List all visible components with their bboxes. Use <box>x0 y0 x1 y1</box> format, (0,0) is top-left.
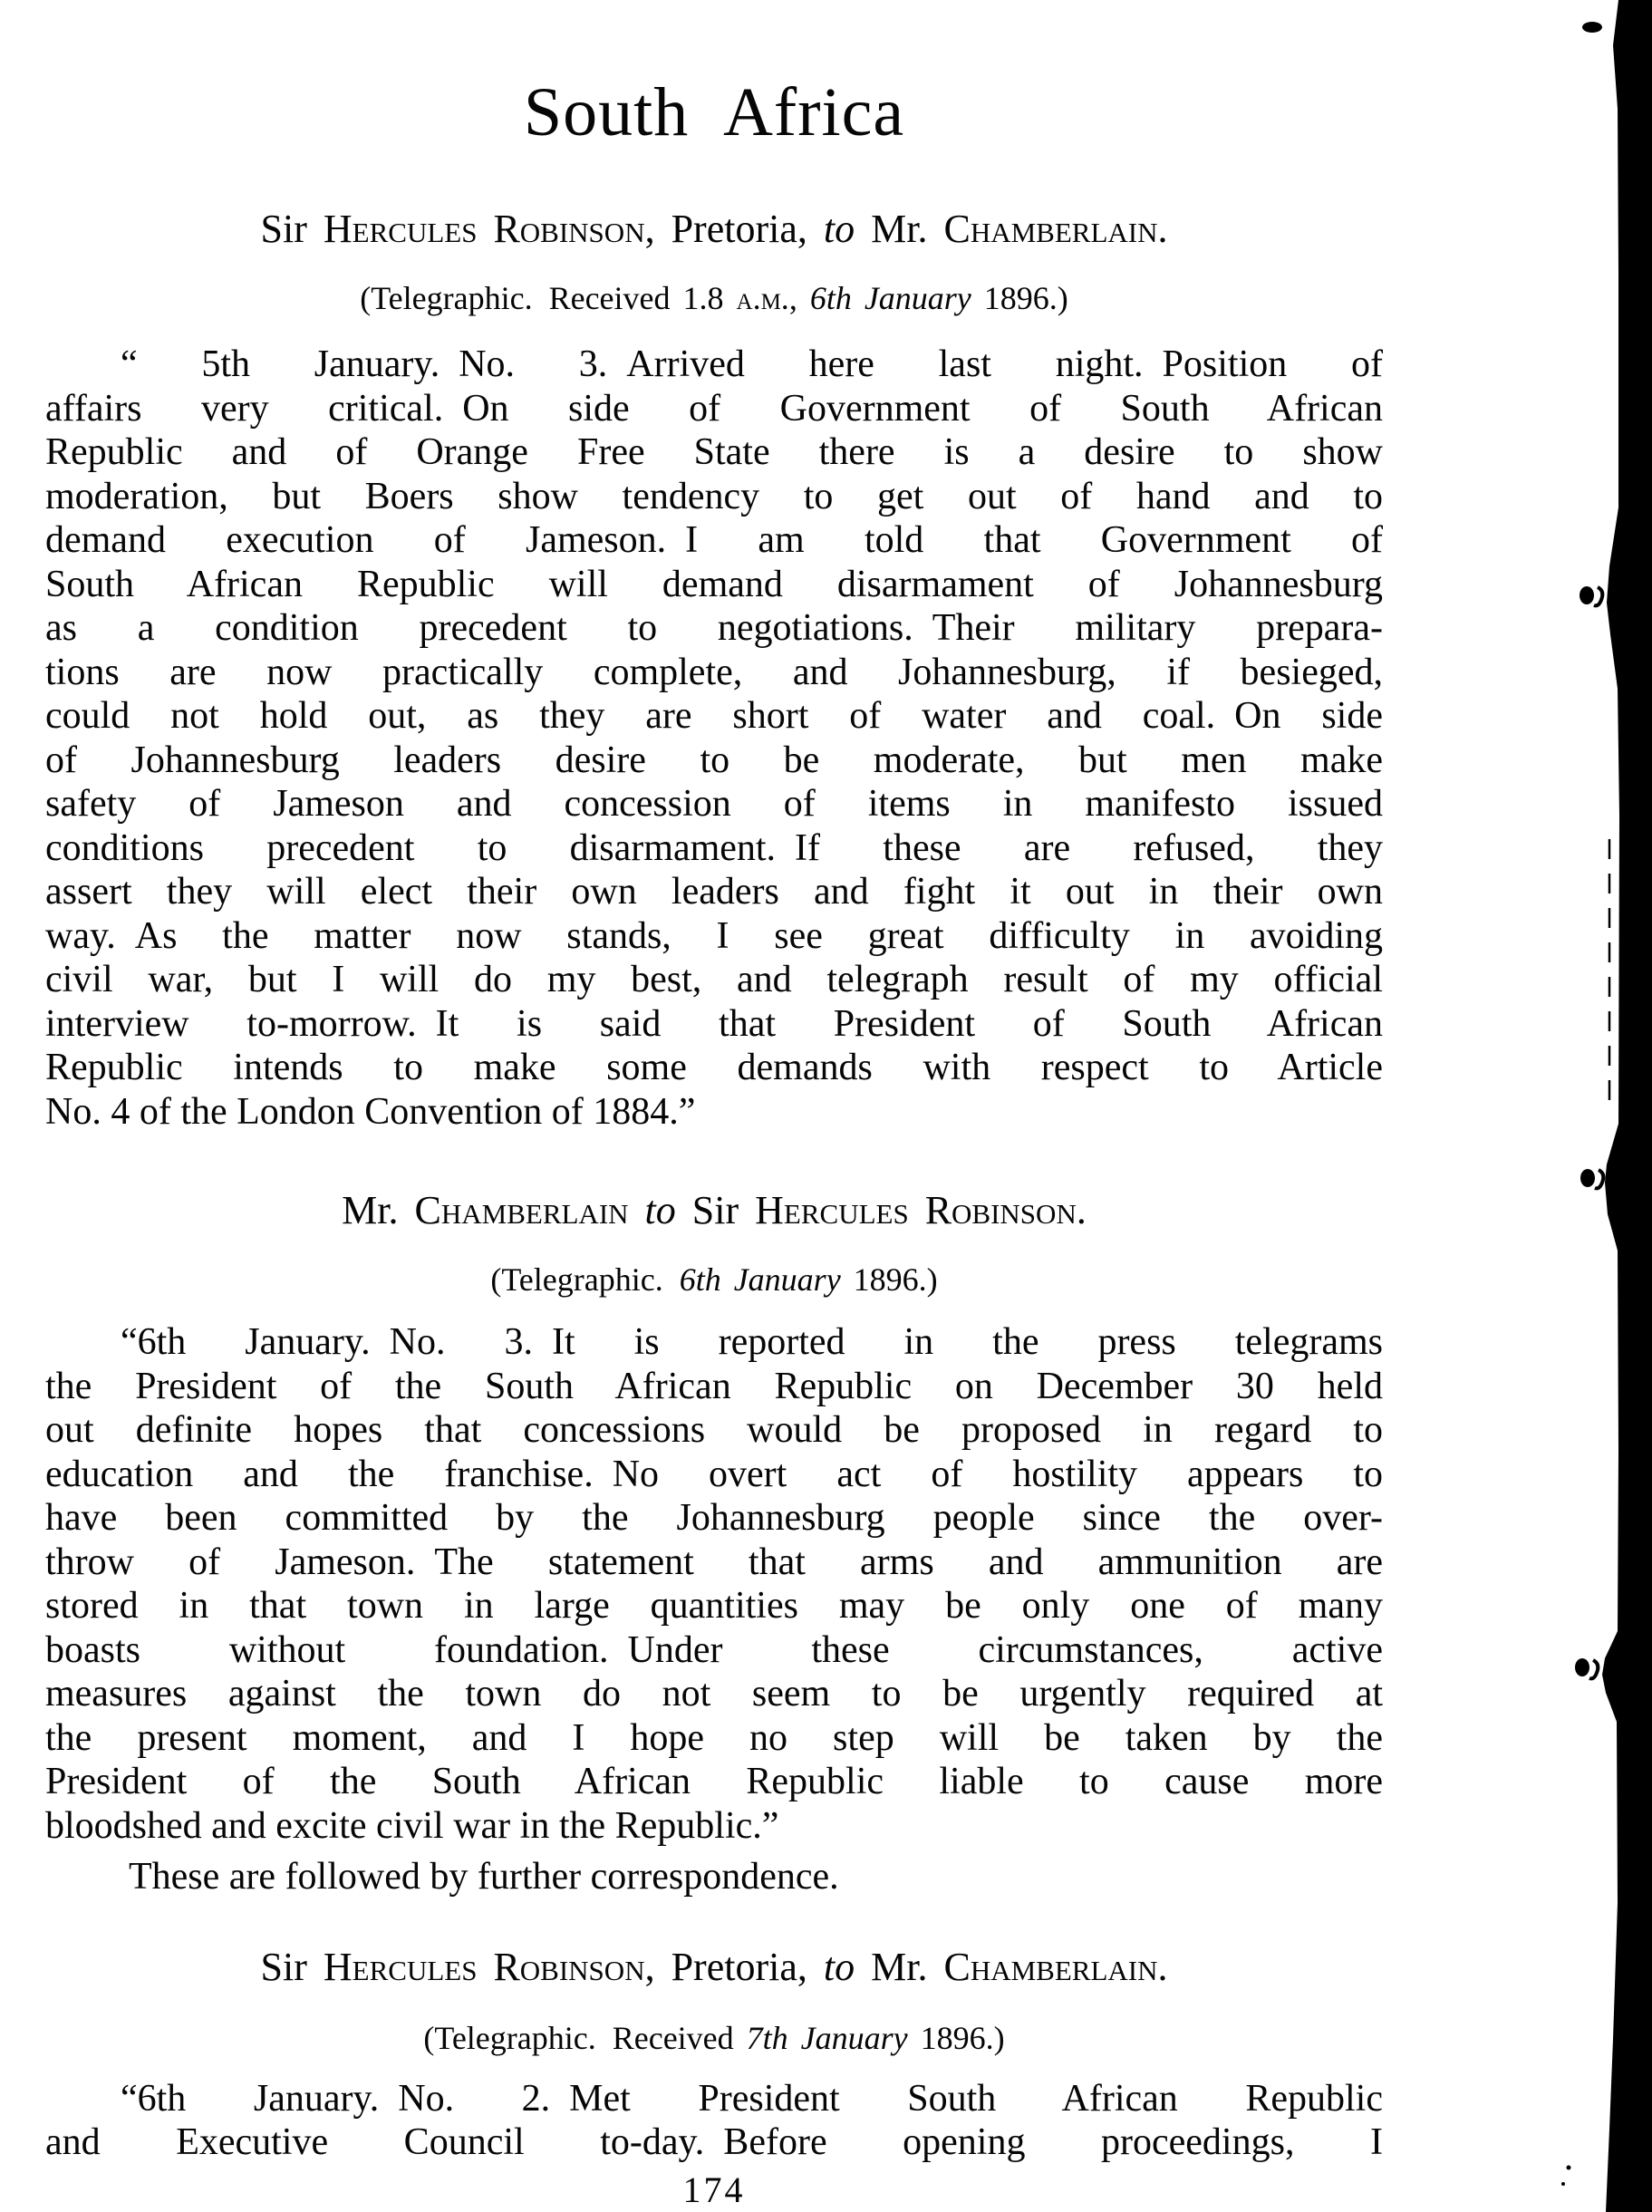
text-segment: Chamberlain <box>943 207 1158 251</box>
text-line: way. As the matter now stands, I see great difficulty in avoiding <box>45 914 1383 957</box>
text-segment: Hercules Robinson <box>323 1944 645 1989</box>
text-segment: to <box>644 1188 676 1232</box>
text-line: could not hold out, as they are short of water and coal. On side <box>45 695 1383 737</box>
ink-speck <box>1567 2166 1571 2170</box>
text-segment: Mr. <box>855 1944 944 1989</box>
text-line: out definite hopes that concessions would be proposed in regard to <box>45 1409 1383 1451</box>
text-segment: Sir <box>260 1944 324 1989</box>
text-segment: (Telegraphic. <box>490 1261 680 1298</box>
text-segment: 1896.) <box>971 280 1068 316</box>
telegram-section-1 <box>45 205 1383 1134</box>
text-segment: Hercules Robinson <box>323 207 645 251</box>
text-line: interview to-morrow. It is said that President of South African <box>45 1002 1383 1045</box>
telegram-dateline <box>45 277 1383 319</box>
text-segment: (Telegraphic. Received 1.8 <box>360 280 737 316</box>
text-line: bloodshed and excite civil war in the Republic.” <box>45 1804 779 1847</box>
page-number: 174 <box>682 2169 746 2210</box>
text-segment: . <box>1157 1944 1168 1989</box>
text-line: demand execution of Jameson. I am told that Government of <box>45 519 1383 561</box>
text-segment <box>629 1188 645 1232</box>
text-segment: 6th January <box>679 1261 841 1298</box>
telegram-body <box>45 1320 1383 1848</box>
text-segment: Sir <box>675 1188 756 1232</box>
text-segment: Sir <box>260 207 324 251</box>
text-segment: 7th January <box>746 2019 908 2056</box>
telegram-dateline <box>45 1259 1383 1300</box>
text-line: the present moment, and I hope no step will be taken by the <box>45 1716 1383 1759</box>
text-segment: Chamberlain <box>943 1944 1158 1989</box>
text-line: the President of the South African Republic on December 30 held <box>45 1365 1383 1407</box>
text-line: stored in that town in large quantities may be only one of many <box>45 1585 1383 1627</box>
text-segment: Mr. <box>342 1188 415 1232</box>
text-segment: (Telegraphic. Received <box>423 2019 747 2056</box>
text-line: moderation, but Boers show tendency to get out of hand and to <box>45 475 1383 517</box>
text-line: boasts without foundation. Under these circumstances, active <box>45 1628 1383 1671</box>
text-segment: , Pretoria, <box>644 1944 824 1989</box>
text-line: South African Republic will demand disarmament of Johannesburg <box>45 563 1383 605</box>
text-line: “6th January. No. 2. Met President South African Republic <box>121 2077 1383 2120</box>
text-line: Republic and of Orange Free State there is a desire to show <box>45 431 1383 473</box>
text-line: throw of Jameson. The statement that arms and ammunition are <box>45 1541 1383 1583</box>
text-segment: 6th January <box>809 280 971 316</box>
text-segment: . <box>1076 1188 1087 1232</box>
ink-speck <box>1595 1170 1603 1188</box>
text-line: have been committed by the Johannesburg people since the over- <box>45 1497 1383 1539</box>
editorial-note: These are followed by further correspondence. <box>129 1856 839 1898</box>
text-line: of Johannesburg leaders desire to be moderate, but men make <box>45 739 1383 781</box>
text-segment: , <box>788 280 810 316</box>
telegram-body <box>45 343 1383 1134</box>
text-line: conditions precedent to disarmament. If these are refused, they <box>45 826 1383 869</box>
text-line: tions are now practically complete, and Johannesburg, if besieged, <box>45 651 1383 693</box>
page-column <box>45 0 1383 2210</box>
text-line: safety of Jameson and concession of items in manifesto issued <box>45 783 1383 825</box>
text-segment: Mr. <box>855 207 944 251</box>
telegram-heading <box>45 1186 1383 1235</box>
telegram-section-2 <box>45 1186 1383 1848</box>
ink-speck <box>1589 1660 1598 1678</box>
text-line: assert they will elect their own leaders and fight it out in their own <box>45 871 1383 913</box>
page-title: South Africa <box>523 74 905 150</box>
telegram-heading <box>45 205 1383 254</box>
ink-speck <box>1594 587 1602 605</box>
text-segment: . <box>1157 207 1168 251</box>
ink-speck <box>1580 586 1594 604</box>
text-segment: , Pretoria, <box>644 207 824 251</box>
text-line: Republic intends to make some demands with respect to Article <box>45 1047 1383 1088</box>
telegram-body <box>45 2077 1383 2165</box>
text-line: No. 4 of the London Convention of 1884.” <box>45 1090 696 1133</box>
text-line: “6th January. No. 3. It is reported in the press telegrams <box>121 1321 1383 1363</box>
text-line: as a condition precedent to negotiations. Their military prepara- <box>45 607 1383 649</box>
ink-speck <box>1580 1169 1595 1187</box>
text-line: civil war, but I will do my best, and telegraph result of my official <box>45 959 1383 1000</box>
text-segment: 1896.) <box>840 1261 938 1298</box>
text-line: measures against the town do not seem to be urgently required at <box>45 1673 1383 1715</box>
text-segment: to <box>823 207 855 251</box>
ink-speck <box>1575 1658 1589 1676</box>
gutter-shadow-shape <box>1602 0 1652 2212</box>
text-line: and Executive Council to-day. Before opening proceedings, I <box>45 2121 1383 2163</box>
text-segment: Hercules Robinson <box>755 1188 1077 1232</box>
text-segment: a.m. <box>736 280 789 316</box>
ink-speck <box>1582 22 1602 33</box>
text-segment: 1896.) <box>907 2019 1005 2056</box>
ink-speck <box>1561 2182 1565 2186</box>
text-segment: Chamberlain <box>414 1188 629 1232</box>
text-line: education and the franchise. No overt act of hostility appears to <box>45 1453 1383 1495</box>
text-line: “ 5th January. No. 3. Arrived here last night. Position of <box>121 343 1383 385</box>
telegram-section-3 <box>45 1943 1383 2165</box>
text-segment: to <box>823 1944 855 1989</box>
scan-gutter-band <box>1561 0 1652 2212</box>
text-line: President of the South African Republic liable to cause more <box>45 1761 1383 1802</box>
telegram-dateline <box>45 2017 1383 2059</box>
text-line: affairs very critical. On side of Government of South African <box>45 387 1383 430</box>
telegram-heading <box>45 1943 1383 1992</box>
